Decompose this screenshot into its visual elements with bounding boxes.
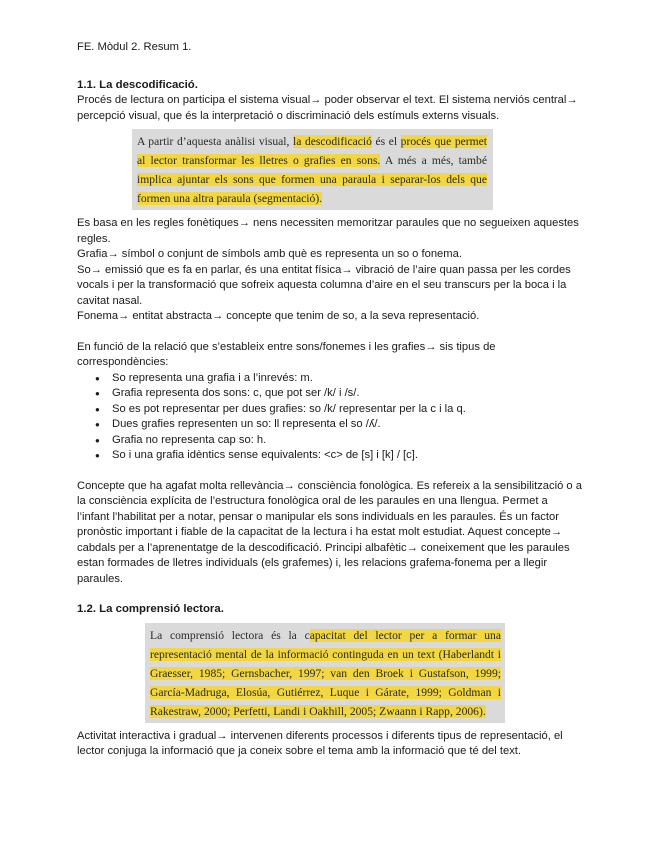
quote-highlight: procés que permet al lector transformar les lletres o grafies en sons.	[137, 135, 488, 167]
paragraph-intro: Procés de lectura on participa el sistema visual→ poder observar el text. El sistema nerviós central→ percepció visual, que és la interpretació o discriminació dels estímuls externs visuals.	[77, 94, 578, 122]
correspondence-list	[77, 371, 582, 464]
list-item: ● So es pot representar per dues grafies: so /k/ representar per la c i la q.	[98, 402, 582, 418]
paragraph-so: So→ emissió que es fa en parlar, és una entitat física→ vibració de l’aire quan passa per les cordes vocals i per la transformació que sofreix aquesta columna d’aire en el seu transcurs per la boca i la cavitat nasal.	[77, 263, 571, 307]
document-page	[77, 40, 582, 760]
quote-highlight: apacitat del lector per a formar una representació mental de la informació continguda en un text (Haberlandt i Graesser, 1985; Gernsbacher, 1997; van den Broek i Gustafson, 1999; García-Madruga, Elosúa, Gutiérrez, Luque i Gárate, 1999; Goldman i Rakestraw, 2000; Perfetti, Landi i Oakhill, 2005; Zwaann i Rapp, 2006).	[150, 628, 501, 718]
paragraph-fonema: Fonema→ entitat abstracta→ concepte que tenim de so, a la seva representació.	[77, 310, 480, 322]
section-title-descodificacio: 1.1. La descodificació.	[77, 78, 198, 91]
paragraph-activitat: Activitat interactiva i gradual→ intervenen diferents processos i diferents tipus de representació, el lector conjuga la informació que ja coneix sobre el tema amb la informació que té del text.	[77, 729, 563, 757]
paragraph-regles: Es basa en les regles fonètiques→ nens necessiten memoritzar paraules que no segueixen aquestes regles.	[77, 217, 579, 245]
list-item: ● Grafia no representa cap so: h.	[98, 433, 582, 449]
list-item: ● Dues grafies representen un so: ll representa el so /ʎ/.	[98, 417, 582, 433]
list-item: ● So i una grafia idèntics sense equivalents: <c> de [s] i [k] / [c].	[98, 448, 582, 464]
quote-text: A més a més, també	[380, 154, 487, 167]
paragraph-correspondencies: En funció de la relació que s’estableix entre sons/fonemes i les grafies→ sis tipus de correspondències:	[77, 340, 496, 368]
list-item: ● So representa una grafia i a l’inrevés: m.	[98, 371, 582, 387]
document-header: FE. Mòdul 2. Resum 1.	[77, 41, 192, 53]
section-title-comprensio: 1.2. La comprensió lectora.	[77, 603, 224, 615]
quote-image-descodificacio	[132, 129, 493, 210]
quote-text: és el	[371, 135, 401, 148]
paragraph-grafia: Grafia→ símbol o conjunt de símbols amb què es representa un so o fonema.	[77, 248, 462, 260]
quote-text: La comprensió lectora és la c	[150, 628, 310, 642]
quote-image-comprensio	[145, 623, 505, 723]
list-item: ● Grafia representa dos sons: c, que pot ser /k/ i /s/.	[98, 386, 582, 402]
quote-highlight: implica ajuntar els sons que formen una paraula i separar-los dels que formen una altra paraula (segmentació).	[137, 173, 487, 205]
quote-highlight: la descodificació	[293, 135, 372, 148]
quote-text: A partir d’aquesta anàlisi visual,	[137, 135, 293, 148]
paragraph-consciencia: Concepte que ha agafat molta rellevància→ consciència fonològica. Es refereix a la sensibilització o a la consciència explícita de l’estructura fonològica oral de les paraules en una llengua. Permet a l’infant l’habilitat per a notar, pensar o manipular els sons individuals en les paraules. És un factor pronòstic important i fiable de la capacitat de la lectura i ha estat molt estudiat. Aquest concepte→ cabdals per a l’aprenentatge de la descodificació. Principi albafètic→ coneixement que les paraules estan formades de lletres individuals (els grafemes) i, les relacions grafema-fonema per a llegir paraules.	[77, 479, 582, 585]
